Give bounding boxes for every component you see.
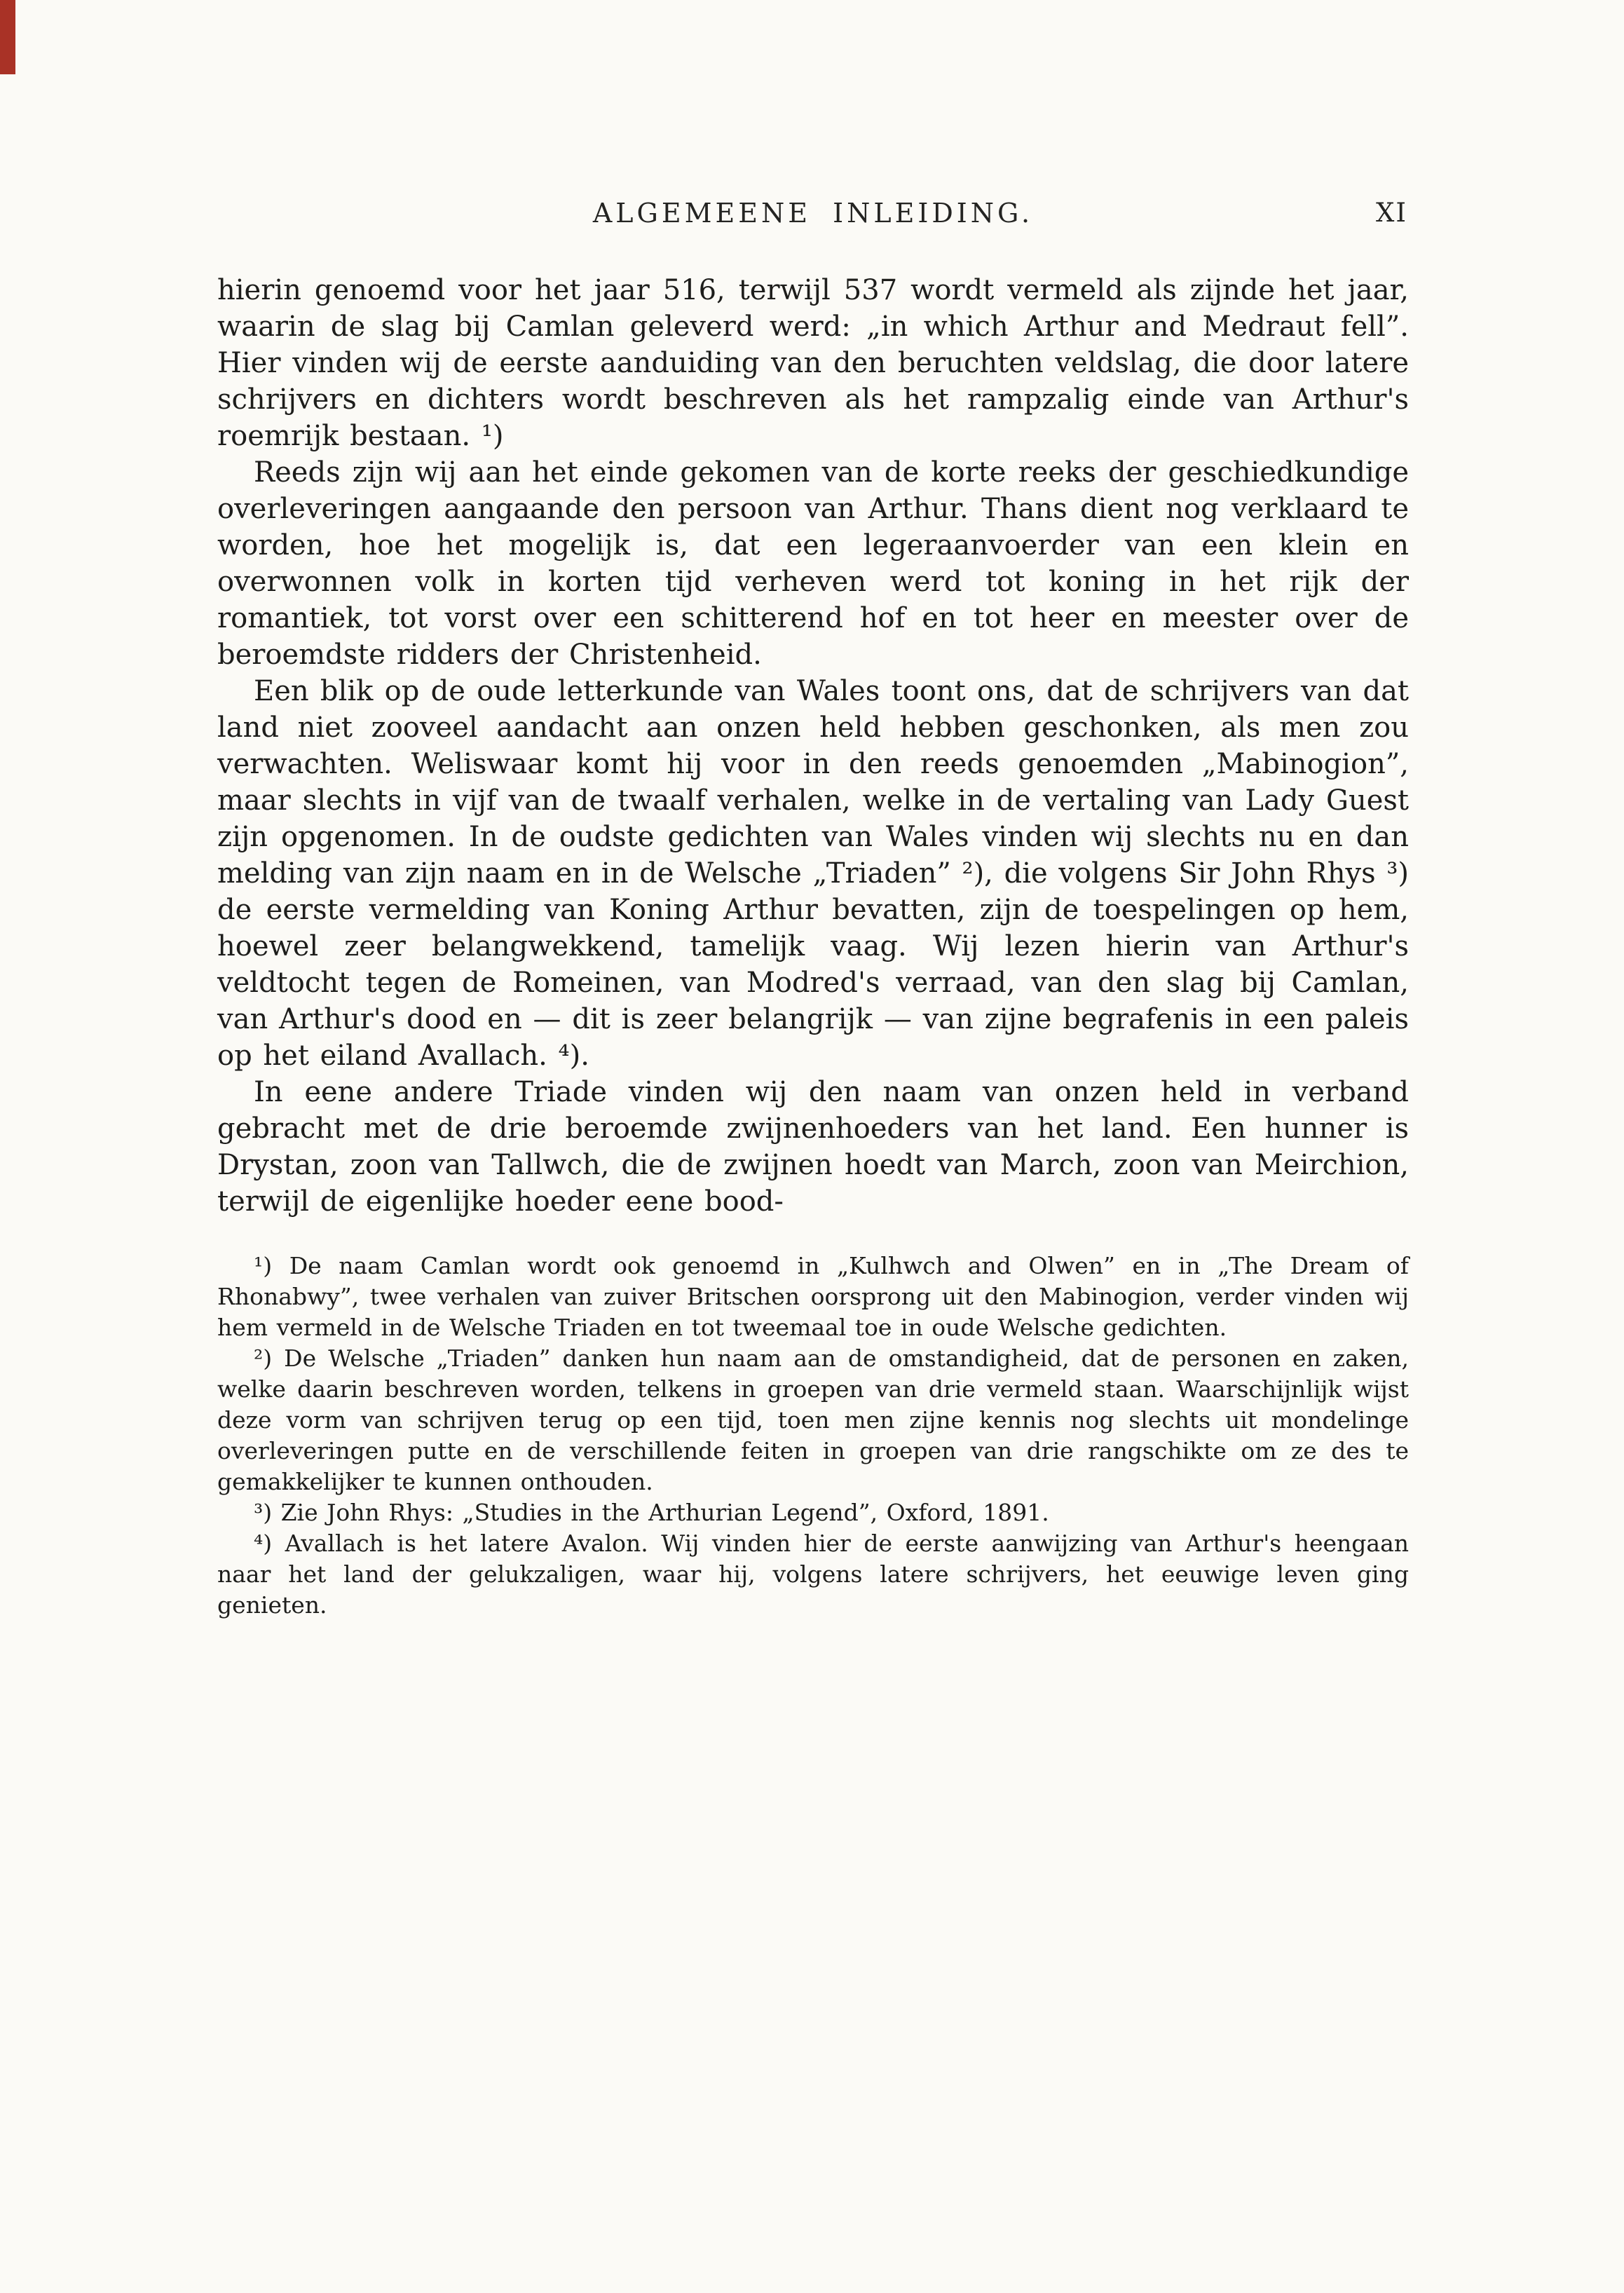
paragraph-1: hierin genoemd voor het jaar 516, terwijl 537 wordt vermeld als zijnde het jaar, waarin de slag bij Camlan geleverd werd: „in which Arthur and Medraut fell”. Hier vinden wij de eerste aanduiding van den beruchten veldslag, die door latere schrijvers en dichters wordt beschreven als het rampzalig einde van Arthur's roemrijk bestaan. ¹) [217, 274, 1409, 452]
paragraph-2: Reeds zijn wij aan het einde gekomen van de korte reeks der geschiedkundige overleveringen aangaande den persoon van Arthur. Thans dient nog verklaard te worden, hoe het mogelijk is, dat een legeraanvoerder van een klein en overwonnen volk in korten tijd verheven werd tot koning in het rijk der romantiek, tot vorst over een schitterend hof en tot heer en meester over de beroemdste ridders der Christenheid. [217, 456, 1409, 671]
footnote-2: ²) De Welsche „Triaden” danken hun naam aan de omstandigheid, dat de personen en zaken, welke daarin beschreven worden, telkens in groepen van drie vermeld staan. Waarschijnlijk wijst deze vorm van schrijven terug op een tijd, toen men zijne kennis nog slechts uit mondelinge overleveringen putte en de verschillende feiten in groepen van drie rangschikte om ze des te gemakkelijker te kunnen onthouden. [217, 1345, 1409, 1495]
footnotes [217, 1251, 1409, 1621]
scan-artifact-red-mark [0, 0, 15, 74]
footnote-4: ⁴) Avallach is het latere Avalon. Wij vinden hier de eerste aanwijzing van Arthur's heengaan naar het land der gelukzaligen, waar hij, volgens latere schrijvers, het eeuwige leven ging genieten. [217, 1530, 1409, 1619]
footnote-3: ³) Zie John Rhys: „Studies in the Arthurian Legend”, Oxford, 1891. [254, 1499, 1049, 1526]
paragraph-4: In eene andere Triade vinden wij den naam van onzen held in verband gebracht met de drie beroemde zwijnenhoeders van het land. Een hunner is Drystan, zoon van Tallwch, die de zwijnen hoedt van March, zoon van Meirchion, terwijl de eigenlijke hoeder eene bood- [217, 1076, 1409, 1218]
paragraph-3: Een blik op de oude letterkunde van Wales toont ons, dat de schrijvers van dat land niet zooveel aandacht aan onzen held hebben geschonken, als men zou verwachten. Weliswaar komt hij voor in den reeds genoemden „Mabinogion”, maar slechts in vijf van de twaalf verhalen, welke in de vertaling van Lady Guest zijn opgenomen. In de oudste gedichten van Wales vinden wij slechts nu en dan melding van zijn naam en in de Welsche „Triaden” ²), die volgens Sir John Rhys ³) de eerste vermelding van Koning Arthur bevatten, zijn de toespelingen op hem, hoewel zeer belangwekkend, tamelijk vaag. Wij lezen hierin van Arthur's veldtocht tegen de Romeinen, van Modred's verraad, van den slag bij Camlan, van Arthur's dood en — dit is zeer belangrijk — van zijne begrafenis in een paleis op het eiland Avallach. ⁴). [217, 675, 1409, 1072]
body-text [217, 272, 1409, 1220]
running-title: ALGEMEENE INLEIDING. [592, 198, 1034, 229]
page-header [217, 198, 1409, 233]
footnote-1: ¹) De naam Camlan wordt ook genoemd in „Kulhwch and Olwen” en in „The Dream of Rhonabwy”, twee verhalen van zuiver Britschen oorsprong uit den Mabinogion, verder vinden wij hem vermeld in de Welsche Triaden en tot tweemaal toe in oude Welsche gedichten. [217, 1252, 1409, 1341]
page-number: XI [1376, 198, 1407, 228]
